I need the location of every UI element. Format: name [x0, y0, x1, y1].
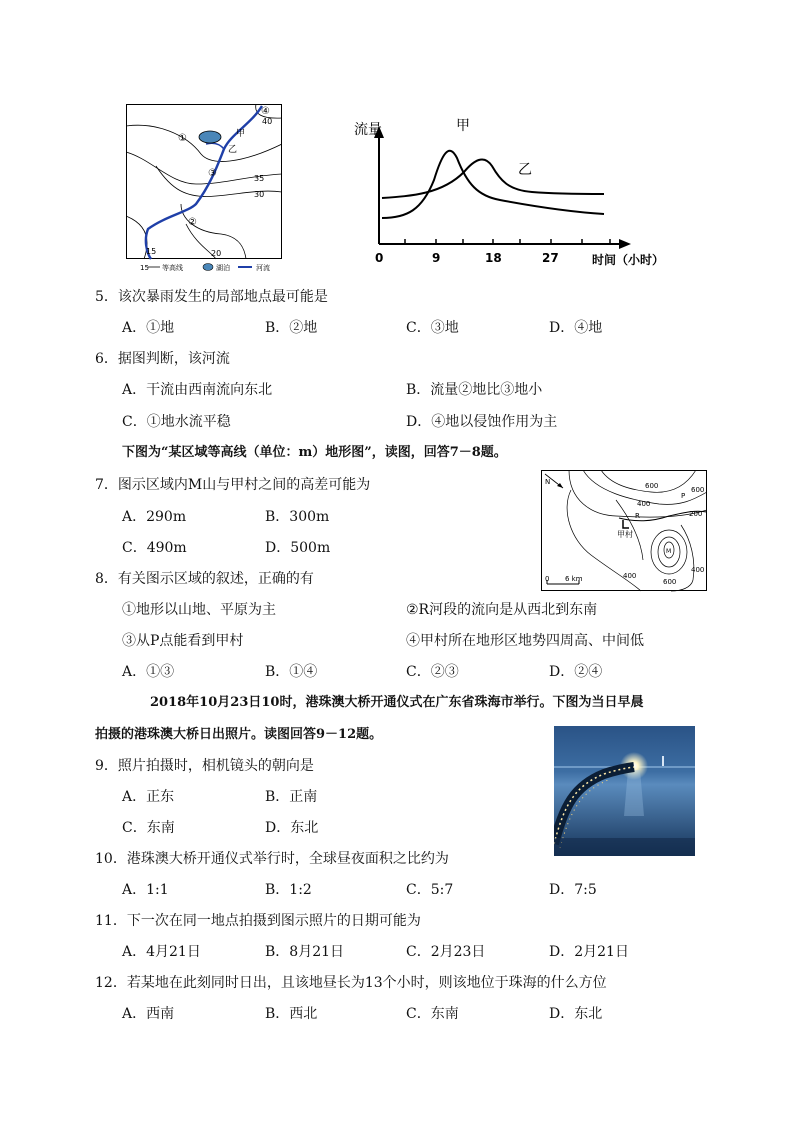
legend-contour-label: 等高线: [162, 264, 183, 272]
map2-scale-6km: 6 km: [565, 575, 583, 583]
q5-option-c[interactable]: C．③地: [406, 320, 459, 336]
question-12-stem: 12．若某地在此刻同时日出，且该地昼长为13个小时，则该地位于珠海的什么方位: [95, 975, 607, 991]
map1-label-yi: 乙: [228, 145, 238, 155]
q12-option-b[interactable]: B．西北: [265, 1006, 318, 1022]
map1-contour-40: 40: [262, 117, 273, 126]
q11-option-d[interactable]: D．2月21日: [549, 944, 629, 960]
q8-option-c[interactable]: C．②③: [406, 664, 459, 680]
intro-9-12-line1: 2018年10月23日10时，港珠澳大桥开通仪式在广东省珠海市举行。下图为当日早晨: [150, 695, 644, 710]
question-10-stem: 10．港珠澳大桥开通仪式举行时，全球昼夜面积之比约为: [95, 851, 449, 867]
map2-contour-400-left: 400: [623, 572, 637, 580]
intro-9-12-line2: 拍摄的港珠澳大桥日出照片。读图回答9－12题。: [95, 727, 383, 742]
hydrograph-xlabel: 时间（小时）: [592, 253, 665, 267]
q5-option-d[interactable]: D．④地: [549, 320, 603, 336]
q8-option-b[interactable]: B．①④: [265, 664, 318, 680]
q12-option-d[interactable]: D．东北: [549, 1006, 603, 1022]
question-8-stem: 8．有关图示区域的叙述，正确的有: [95, 571, 314, 587]
q9-option-b[interactable]: B．正南: [265, 789, 318, 805]
intro-7-8: 下图为“某区域等高线（单位：m）地形图”，读图，回答7－8题。: [122, 445, 507, 460]
q9-option-d[interactable]: D．东北: [265, 820, 319, 836]
map1-label-2: ②: [188, 217, 197, 228]
map1-contour-35: 35: [254, 174, 265, 183]
q6-option-c[interactable]: C．①地水流平稳: [122, 414, 231, 430]
map2-contour-200: 200: [689, 510, 703, 518]
q9-option-a[interactable]: A．正东: [122, 789, 175, 805]
q7-option-b[interactable]: B．300m: [265, 509, 330, 525]
hydrograph-tick-9: 9: [432, 251, 441, 265]
q10-option-a[interactable]: A．1:1: [122, 882, 169, 898]
question-6-stem: 6．据图判断，该河流: [95, 351, 230, 367]
map1-contour-30: 30: [254, 190, 265, 199]
map2-mountain-m: M: [666, 548, 672, 555]
map1-label-1: ①: [178, 133, 187, 144]
hydrograph-curve-yi: 乙: [518, 162, 532, 178]
q8-option-a[interactable]: A．①③: [122, 664, 175, 680]
map2-contour-600-hill: 600: [663, 578, 677, 586]
q6-option-d[interactable]: D．④地以侵蚀作用为主: [406, 414, 558, 430]
map2-contour-400-top: 400: [637, 500, 651, 508]
q12-option-c[interactable]: C．东南: [406, 1006, 459, 1022]
map2-point-p: P: [681, 492, 686, 500]
hydrograph-tick-0: 0: [375, 251, 384, 265]
q11-option-a[interactable]: A．4月21日: [122, 944, 201, 960]
map2-contour-600-top: 600: [645, 482, 659, 490]
q7-option-c[interactable]: C．490m: [122, 540, 187, 556]
hydrograph-tick-27: 27: [542, 251, 559, 265]
q6-option-a[interactable]: A．干流由西南流向东北: [122, 382, 273, 398]
q8-statement-3: ③从P点能看到甲村: [122, 633, 244, 649]
q10-option-b[interactable]: B．1:2: [265, 882, 312, 898]
contour-map2-figure: [541, 470, 707, 592]
hydrograph-ylabel: 流量: [354, 122, 382, 138]
legend-lake-label: 湖泊: [216, 264, 230, 272]
map1-label-3: ③: [208, 168, 217, 179]
legend-contour-sample: 15: [140, 264, 149, 272]
map2-village: 甲村: [617, 530, 633, 539]
q8-statement-2: ②R河段的流向是从西北到东南: [406, 602, 598, 618]
q10-option-c[interactable]: C．5:7: [406, 882, 454, 898]
legend-river-label: 河流: [256, 264, 270, 272]
q8-statement-4: ④甲村所在地形区地势四周高、中间低: [406, 633, 644, 649]
hydrograph-figure: [352, 114, 682, 272]
map1-legend: [140, 263, 270, 272]
question-9-stem: 9．照片拍摄时，相机镜头的朝向是: [95, 758, 314, 774]
map2-contour-600-right: 600: [691, 486, 705, 494]
map2-river-r: R: [635, 512, 640, 520]
q5-option-b[interactable]: B．②地: [265, 320, 318, 336]
map2-contour-400-right: 400: [691, 566, 705, 574]
map1-contour-15: 15: [146, 247, 157, 256]
hydrograph-curve-jia: 甲: [456, 118, 470, 134]
q8-option-d[interactable]: D．②④: [549, 664, 603, 680]
bridge-sunrise-photo: [554, 726, 695, 856]
question-7-stem: 7．图示区域内M山与甲村之间的高差可能为: [95, 477, 371, 493]
contour-map-figure: [126, 104, 282, 274]
q10-option-d[interactable]: D．7:5: [549, 882, 597, 898]
q6-option-b[interactable]: B．流量②地比③地小: [406, 382, 543, 398]
hydrograph-tick-18: 18: [485, 251, 502, 265]
q5-option-a[interactable]: A．①地: [122, 320, 175, 336]
q12-option-a[interactable]: A．西南: [122, 1006, 175, 1022]
map1-label-jia: 甲: [236, 129, 246, 139]
map1-contour-20: 20: [211, 249, 222, 258]
q9-option-c[interactable]: C．东南: [122, 820, 175, 836]
question-11-stem: 11．下一次在同一地点拍摄到图示照片的日期可能为: [95, 913, 421, 929]
q11-option-b[interactable]: B．8月21日: [265, 944, 345, 960]
q8-statement-1: ①地形以山地、平原为主: [122, 602, 276, 618]
q11-option-c[interactable]: C．2月23日: [406, 944, 486, 960]
q7-option-a[interactable]: A．290m: [122, 509, 187, 525]
map2-scale-0: 0: [545, 575, 550, 583]
question-5-stem: 5．该次暴雨发生的局部地点最可能是: [95, 289, 328, 305]
map2-north: N: [545, 478, 551, 486]
map1-label-4: ④: [261, 106, 270, 117]
q7-option-d[interactable]: D．500m: [265, 540, 331, 556]
